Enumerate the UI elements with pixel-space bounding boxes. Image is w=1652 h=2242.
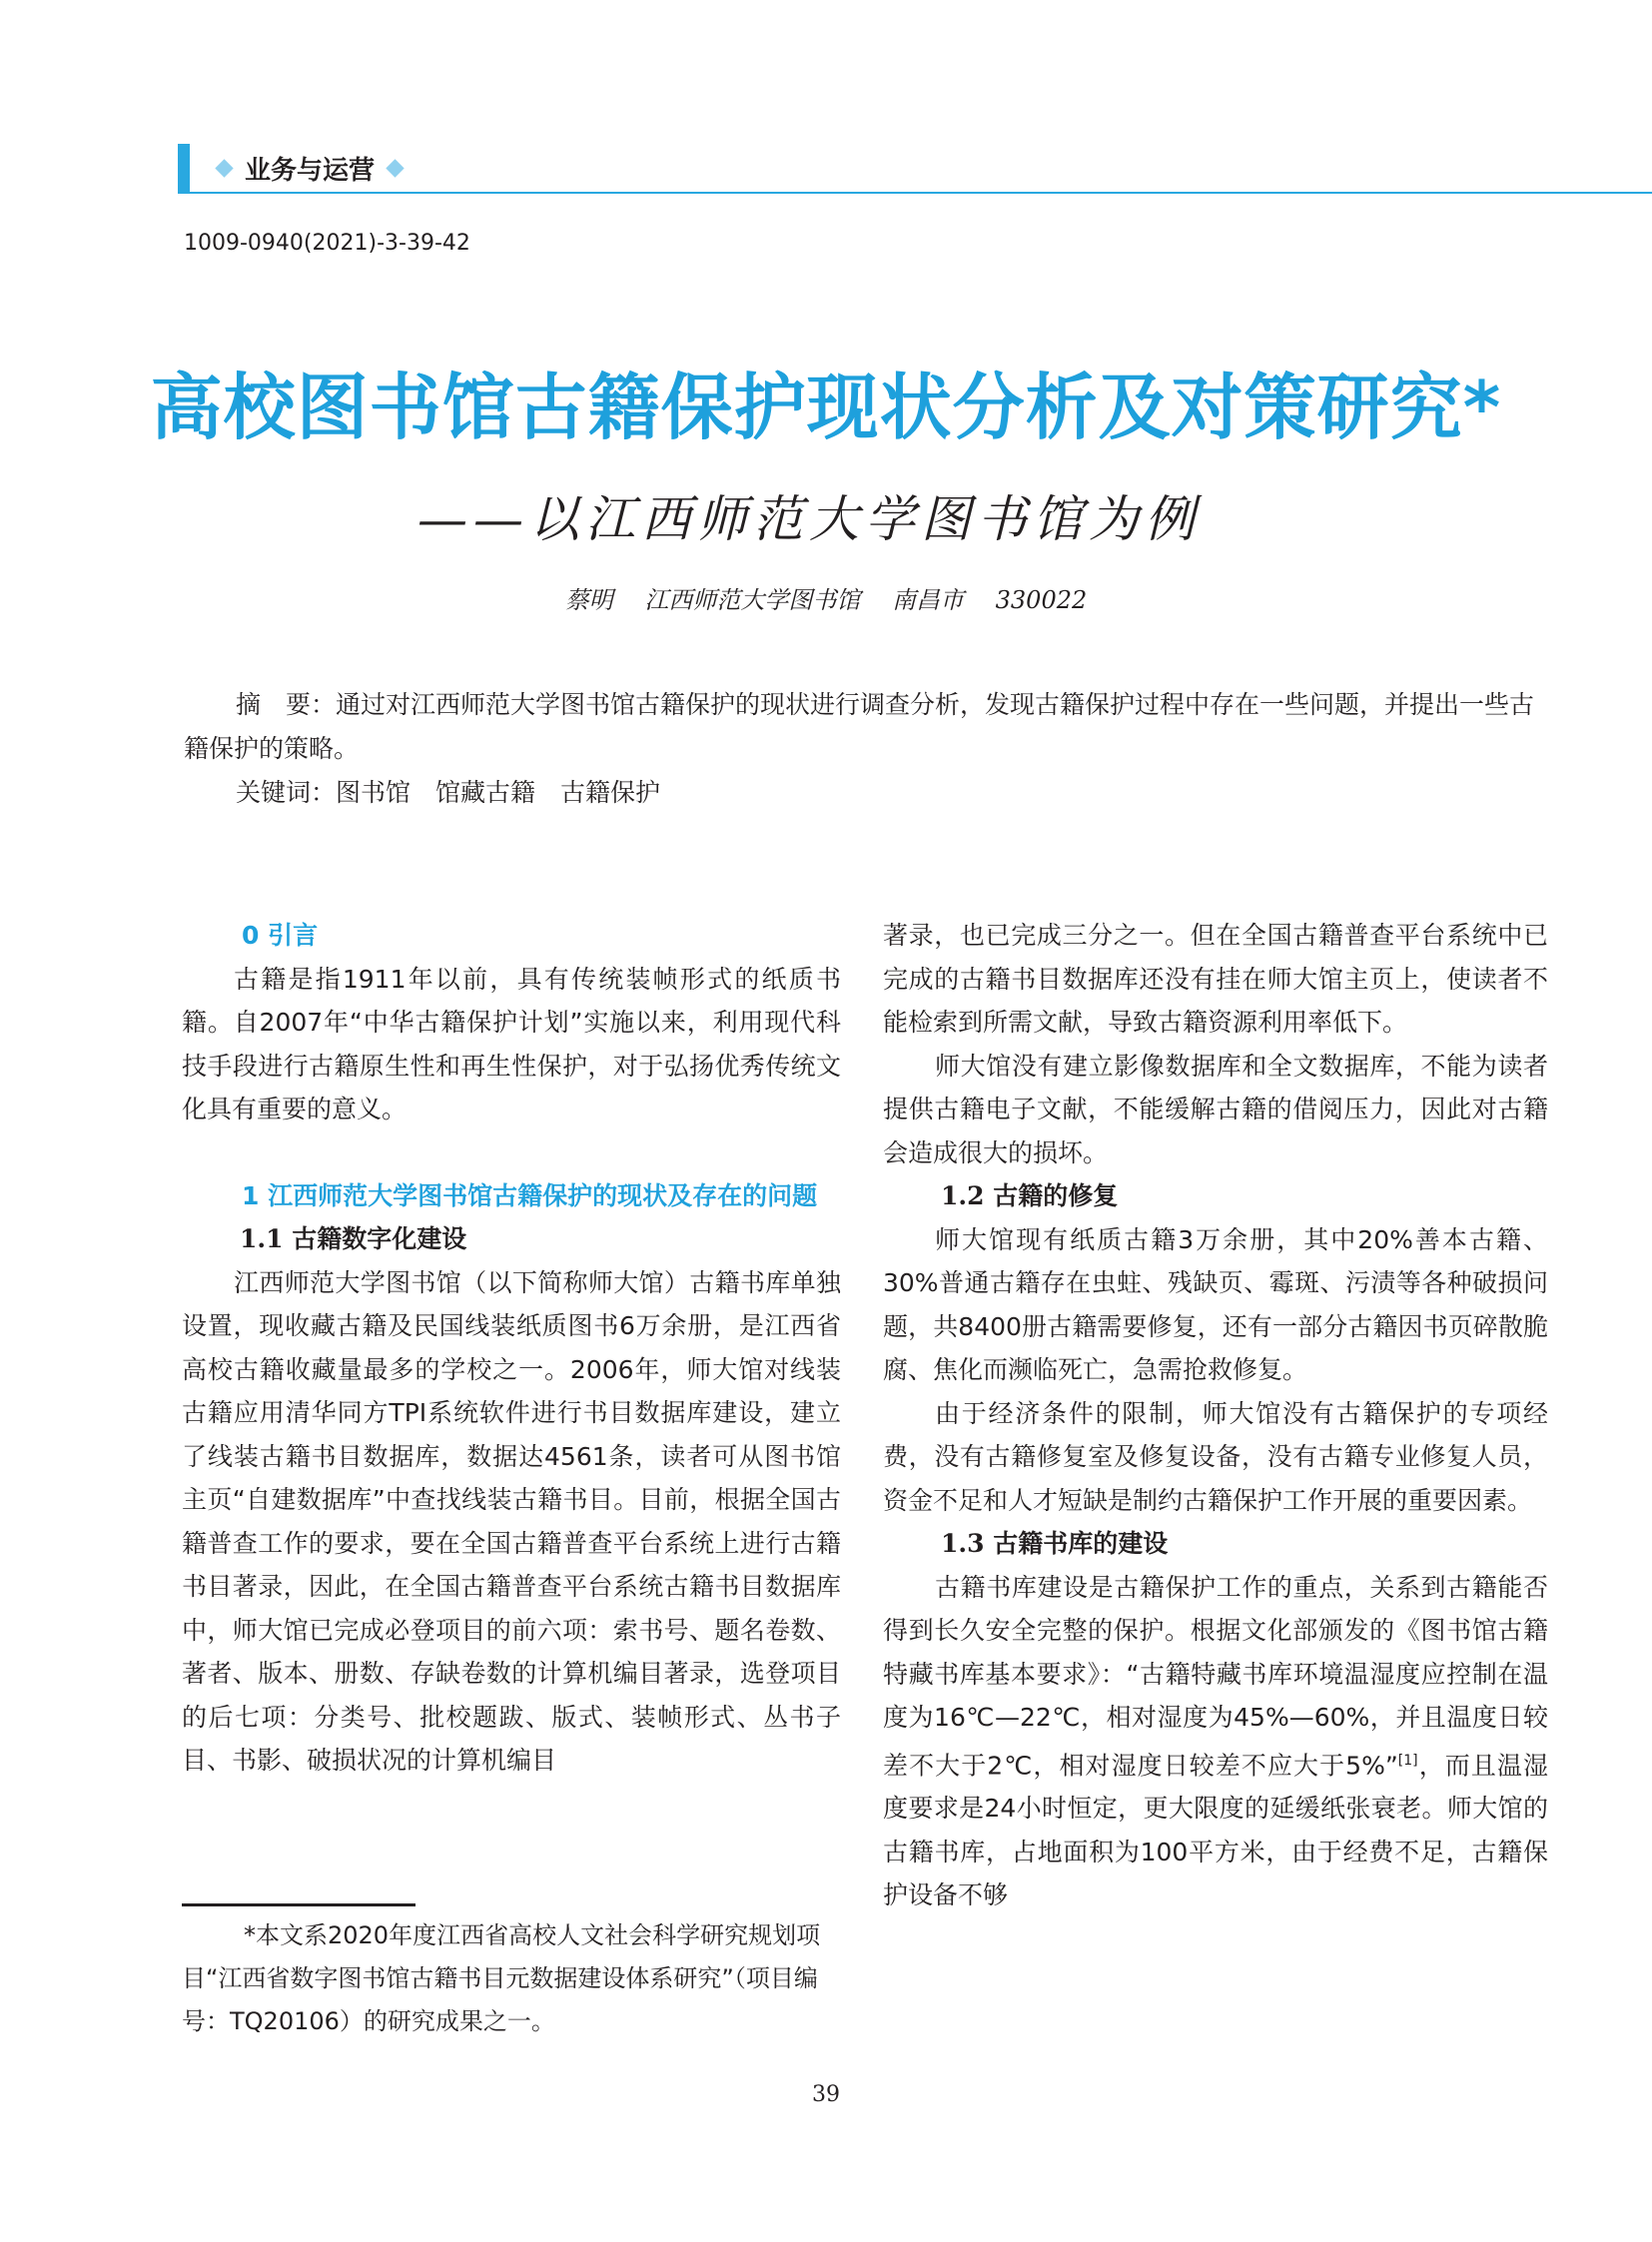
heading-section-1-3: 1.3 古籍书库的建设 xyxy=(941,1529,1169,1558)
abstract-text: 通过对江西师范大学图书馆古籍保护的现状进行调查分析，发现古籍保护过程中存在一些问题，并提出一些古籍保护的策略。 xyxy=(184,690,1535,763)
header-accent-bar xyxy=(178,144,190,194)
heading-introduction: 0 引言 xyxy=(242,921,319,950)
header-rule xyxy=(190,192,1652,194)
keywords-label: 关键词： xyxy=(236,778,337,807)
footnote xyxy=(182,1914,846,2043)
paragraph-stacks xyxy=(883,1566,1548,1917)
footnote-text: *本文系2020年度江西省高校人文社会科学研究规划项目“江西省数字图书馆古籍书目元数据建设体系研究”（项目编号：TQ20106）的研究成果之一。 xyxy=(182,1921,821,2035)
diamond-icon xyxy=(386,159,404,177)
paragraph-restoration-2: 由于经济条件的限制，师大馆没有古籍保护的专项经费，没有古籍修复室及修复设备，没有古籍专业修复人员，资金不足和人才短缺是制约古籍保护工作开展的重要因素。 xyxy=(883,1398,1548,1515)
paragraph-stacks-part-1: 古籍书库建设是古籍保护工作的重点，关系到古籍能否得到长久安全完整的保护。根据文化部颁发的《图书馆古籍特藏书库基本要求》：“古籍特藏书库环境温湿度应控制在温度为16℃—22℃，相对湿度为45%—60%，并且温度日较差不大于2℃，相对湿度日较差不应大于5%” xyxy=(883,1572,1548,1780)
left-column xyxy=(182,914,841,1783)
author-line xyxy=(0,580,1652,615)
abstract-label: 摘 要： xyxy=(236,690,337,719)
heading-section-1-2: 1.2 古籍的修复 xyxy=(941,1181,1119,1210)
page-title: 高校图书馆古籍保护现状分析及对策研究* xyxy=(150,366,1502,449)
paragraph-stacks-part-2: ，而且温湿度要求是24小时恒定，更大限度的延缓纸张衰老。师大馆的古籍书库，占地面积为100平方米，由于经费不足，古籍保护设备不够 xyxy=(883,1750,1548,1910)
author-name: 蔡明 xyxy=(564,586,613,614)
footnote-divider xyxy=(182,1903,415,1906)
paragraph-section-1-1: 江西师范大学图书馆（以下简称师大馆）古籍书库单独设置，现收藏古籍及民国线装纸质图书6万余册，是江西省高校古籍收藏量最多的学校之一。2006年，师大馆对线装古籍应用清华同方TPI系统软件进行书目数据库建设，建立了线装古籍书目数据库，数据达4561条，读者可从图书馆主页“自建数据库”中查找线装古籍书目。目前，根据全国古籍普查工作的要求，要在全国古籍普查平台系统上进行古籍书目著录，因此，在全国古籍普查平台系统古籍书目数据库中，师大馆已完成必登项目的前六项：索书号、题名卷数、著者、版本、册数、存缺卷数的计算机编目著录，选登项目的后七项：分类号、批校题跋、版式、装帧形式、丛书子目、书影、破损状况的计算机编目 xyxy=(182,1267,841,1775)
page-number: 39 xyxy=(812,2082,840,2107)
citation-reference: [1] xyxy=(1397,1752,1418,1769)
keywords-paragraph xyxy=(184,771,1547,815)
paragraph-database: 师大馆没有建立影像数据库和全文数据库，不能为读者提供古籍电子文献，不能缓解古籍的借阅压力，因此对古籍会造成很大的损坏。 xyxy=(883,1051,1548,1167)
paragraph-restoration-1: 师大馆现有纸质古籍3万余册，其中20%善本古籍、30%普通古籍存在虫蛀、残缺页、霉斑、污渍等各种破损问题，共8400册古籍需要修复，还有一部分古籍因书页碎散脆腐、焦化而濒临死亡，急需抢救修复。 xyxy=(883,1224,1548,1384)
section-label: 业务与运营 xyxy=(245,156,376,186)
right-column xyxy=(883,914,1548,1917)
document-code: 1009-0940(2021)-3-39-42 xyxy=(184,231,470,256)
author-city: 南昌市 xyxy=(892,586,964,614)
keywords-text: 图书馆 馆藏古籍 古籍保护 xyxy=(336,778,661,807)
abstract-block xyxy=(184,683,1547,815)
author-affiliation: 江西师范大学图书馆 xyxy=(644,586,861,614)
heading-section-1-1: 1.1 古籍数字化建设 xyxy=(240,1224,467,1253)
page-subtitle: ——以江西师范大学图书馆为例 xyxy=(417,490,1201,548)
author-postcode: 330022 xyxy=(995,586,1088,614)
section-tag xyxy=(212,150,408,187)
abstract-paragraph xyxy=(184,683,1547,771)
paragraph-continued: 著录，也已完成三分之一。但在全国古籍普查平台系统中已完成的古籍书目数据库还没有挂在师大馆主页上，使读者不能检索到所需文献，导致古籍资源利用率低下。 xyxy=(883,921,1548,1037)
diamond-icon xyxy=(215,159,233,177)
paragraph-introduction: 古籍是指1911年以前，具有传统装帧形式的纸质书籍。自2007年“中华古籍保护计划”实施以来，利用现代科技手段进行古籍原生性和再生性保护，对于弘扬优秀传统文化具有重要的意义。 xyxy=(182,964,841,1123)
heading-section-1: 1 江西师范大学图书馆古籍保护的现状及存在的问题 xyxy=(242,1180,818,1210)
